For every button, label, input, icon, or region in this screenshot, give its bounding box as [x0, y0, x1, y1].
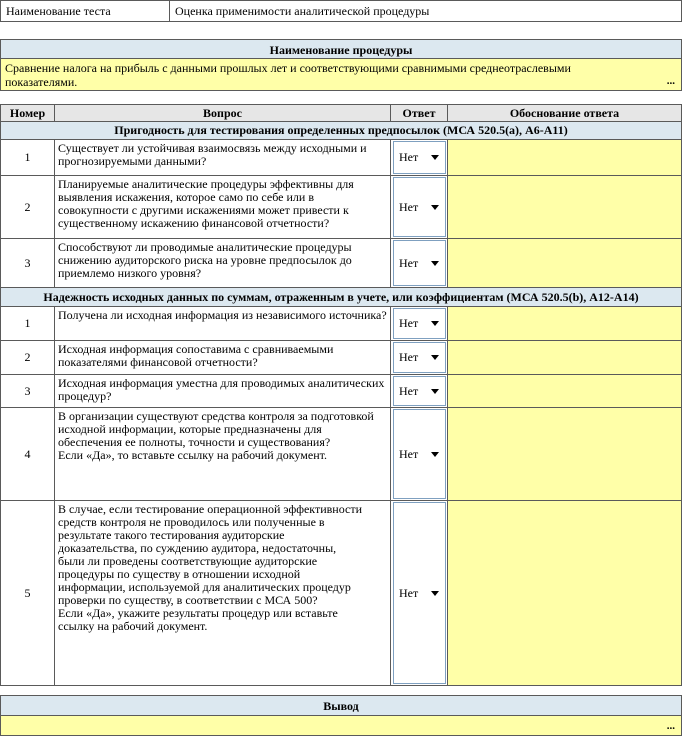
dropdown-arrow-icon — [431, 591, 439, 596]
col-header-number: Номер — [0, 104, 55, 122]
dropdown-arrow-icon — [431, 452, 439, 457]
row-number: 2 — [0, 175, 55, 239]
row-question: Планируемые аналитические процедуры эффективны для выявления искажения, которое само по себе или в совокупности с другими искажениями может привести к существенному искажению финансовой отчетности? — [54, 175, 391, 239]
dropdown-arrow-icon — [431, 155, 439, 160]
answer-value: Нет — [399, 150, 419, 164]
answer-dropdown[interactable] — [393, 141, 446, 174]
answer-value: Нет — [399, 255, 419, 270]
dropdown-arrow-icon — [431, 389, 439, 394]
answer-dropdown[interactable] — [393, 342, 446, 373]
row-question: Способствуют ли проводимые аналитические процедуры снижению аудиторского риска на уровне предпосылок до приемлемо низкого уровня? — [54, 238, 391, 288]
answer-value: Нет — [399, 199, 419, 214]
answer-dropdown[interactable] — [393, 502, 446, 684]
row-number: 4 — [0, 407, 55, 501]
conclusion-header: Вывод — [0, 695, 682, 716]
row-question: В случае, если тестирование операционной эффективности средств контроля не проводилось или полученные в результате такого тестирования аудиторские доказательства, по суждению аудитора, недостаточны, были ли проведены соответствующие аудиторские процедуры по существу в отношении исходной информации, используемой для аналитических процедур проверки по существу, в соответствии с МСА 500? Если «Да», укажите результаты процедур или вставьте ссылку на рабочий документ. — [54, 500, 391, 686]
row-question: Исходная информация сопоставима с сравниваемыми показателями финансовой отчетности? — [54, 340, 391, 375]
row-question: Получена ли исходная информация из независимого источника? — [54, 306, 391, 341]
section-title: Надежность исходных данных по суммам, отраженным в учете, или коэффициентам (МСА 520.5(b), А12-А14) — [0, 287, 682, 307]
procedure-field[interactable] — [0, 58, 682, 91]
row-number: 2 — [0, 340, 55, 375]
answer-value: Нет — [399, 350, 419, 364]
test-name-label: Наименование теста — [0, 0, 170, 22]
answer-dropdown[interactable] — [393, 177, 446, 237]
section-title: Пригодность для тестирования определенных предпосылок (МСА 520.5(а), А6-А11) — [0, 121, 682, 140]
row-question: В организации существуют средства контроля за подготовкой исходной информации, которые предназначены для обеспечения ее полноты, точности и существования? Если «Да», то вставьте ссылку на рабочий документ. — [54, 407, 391, 501]
col-header-question: Вопрос — [54, 104, 391, 122]
answer-dropdown[interactable] — [393, 376, 446, 406]
answer-dropdown[interactable] — [393, 240, 446, 286]
row-question: Существует ли устойчивая взаимосвязь между исходными и прогнозируемыми данными? — [54, 139, 391, 176]
answer-value: Нет — [399, 446, 419, 461]
row-number: 1 — [0, 306, 55, 341]
answer-dropdown[interactable] — [393, 409, 446, 499]
col-header-justification: Обоснование ответа — [447, 104, 682, 122]
procedure-header: Наименование процедуры — [0, 39, 682, 59]
row-number: 1 — [0, 139, 55, 176]
procedure-more-button[interactable]: ... — [666, 75, 675, 87]
conclusion-more-button[interactable]: ... — [666, 720, 675, 732]
answer-value: Нет — [399, 383, 419, 398]
justification-field[interactable] — [447, 340, 682, 375]
row-number: 3 — [0, 374, 55, 408]
conclusion-field[interactable] — [0, 715, 682, 736]
dropdown-arrow-icon — [431, 321, 439, 326]
dropdown-arrow-icon — [431, 261, 439, 266]
col-header-answer: Ответ — [390, 104, 448, 122]
justification-field[interactable] — [447, 407, 682, 501]
questions-table — [0, 104, 683, 686]
procedure-text: Сравнение налога на прибыль с данными прошлых лет и соответствующими сравнимыми среднеотраслевыми показателями. — [5, 61, 571, 89]
justification-field[interactable] — [447, 139, 682, 176]
row-number: 5 — [0, 500, 55, 686]
answer-value: Нет — [399, 585, 419, 600]
justification-field[interactable] — [447, 500, 682, 686]
justification-field[interactable] — [447, 374, 682, 408]
justification-field[interactable] — [447, 175, 682, 239]
justification-field[interactable] — [447, 238, 682, 288]
dropdown-arrow-icon — [431, 355, 439, 360]
dropdown-arrow-icon — [431, 205, 439, 210]
test-name-value: Оценка применимости аналитической процедуры — [169, 0, 682, 22]
justification-field[interactable] — [447, 306, 682, 341]
row-question: Исходная информация уместна для проводимых аналитических процедур? — [54, 374, 391, 408]
answer-value: Нет — [399, 316, 419, 330]
row-number: 3 — [0, 238, 55, 288]
answer-dropdown[interactable] — [393, 308, 446, 339]
